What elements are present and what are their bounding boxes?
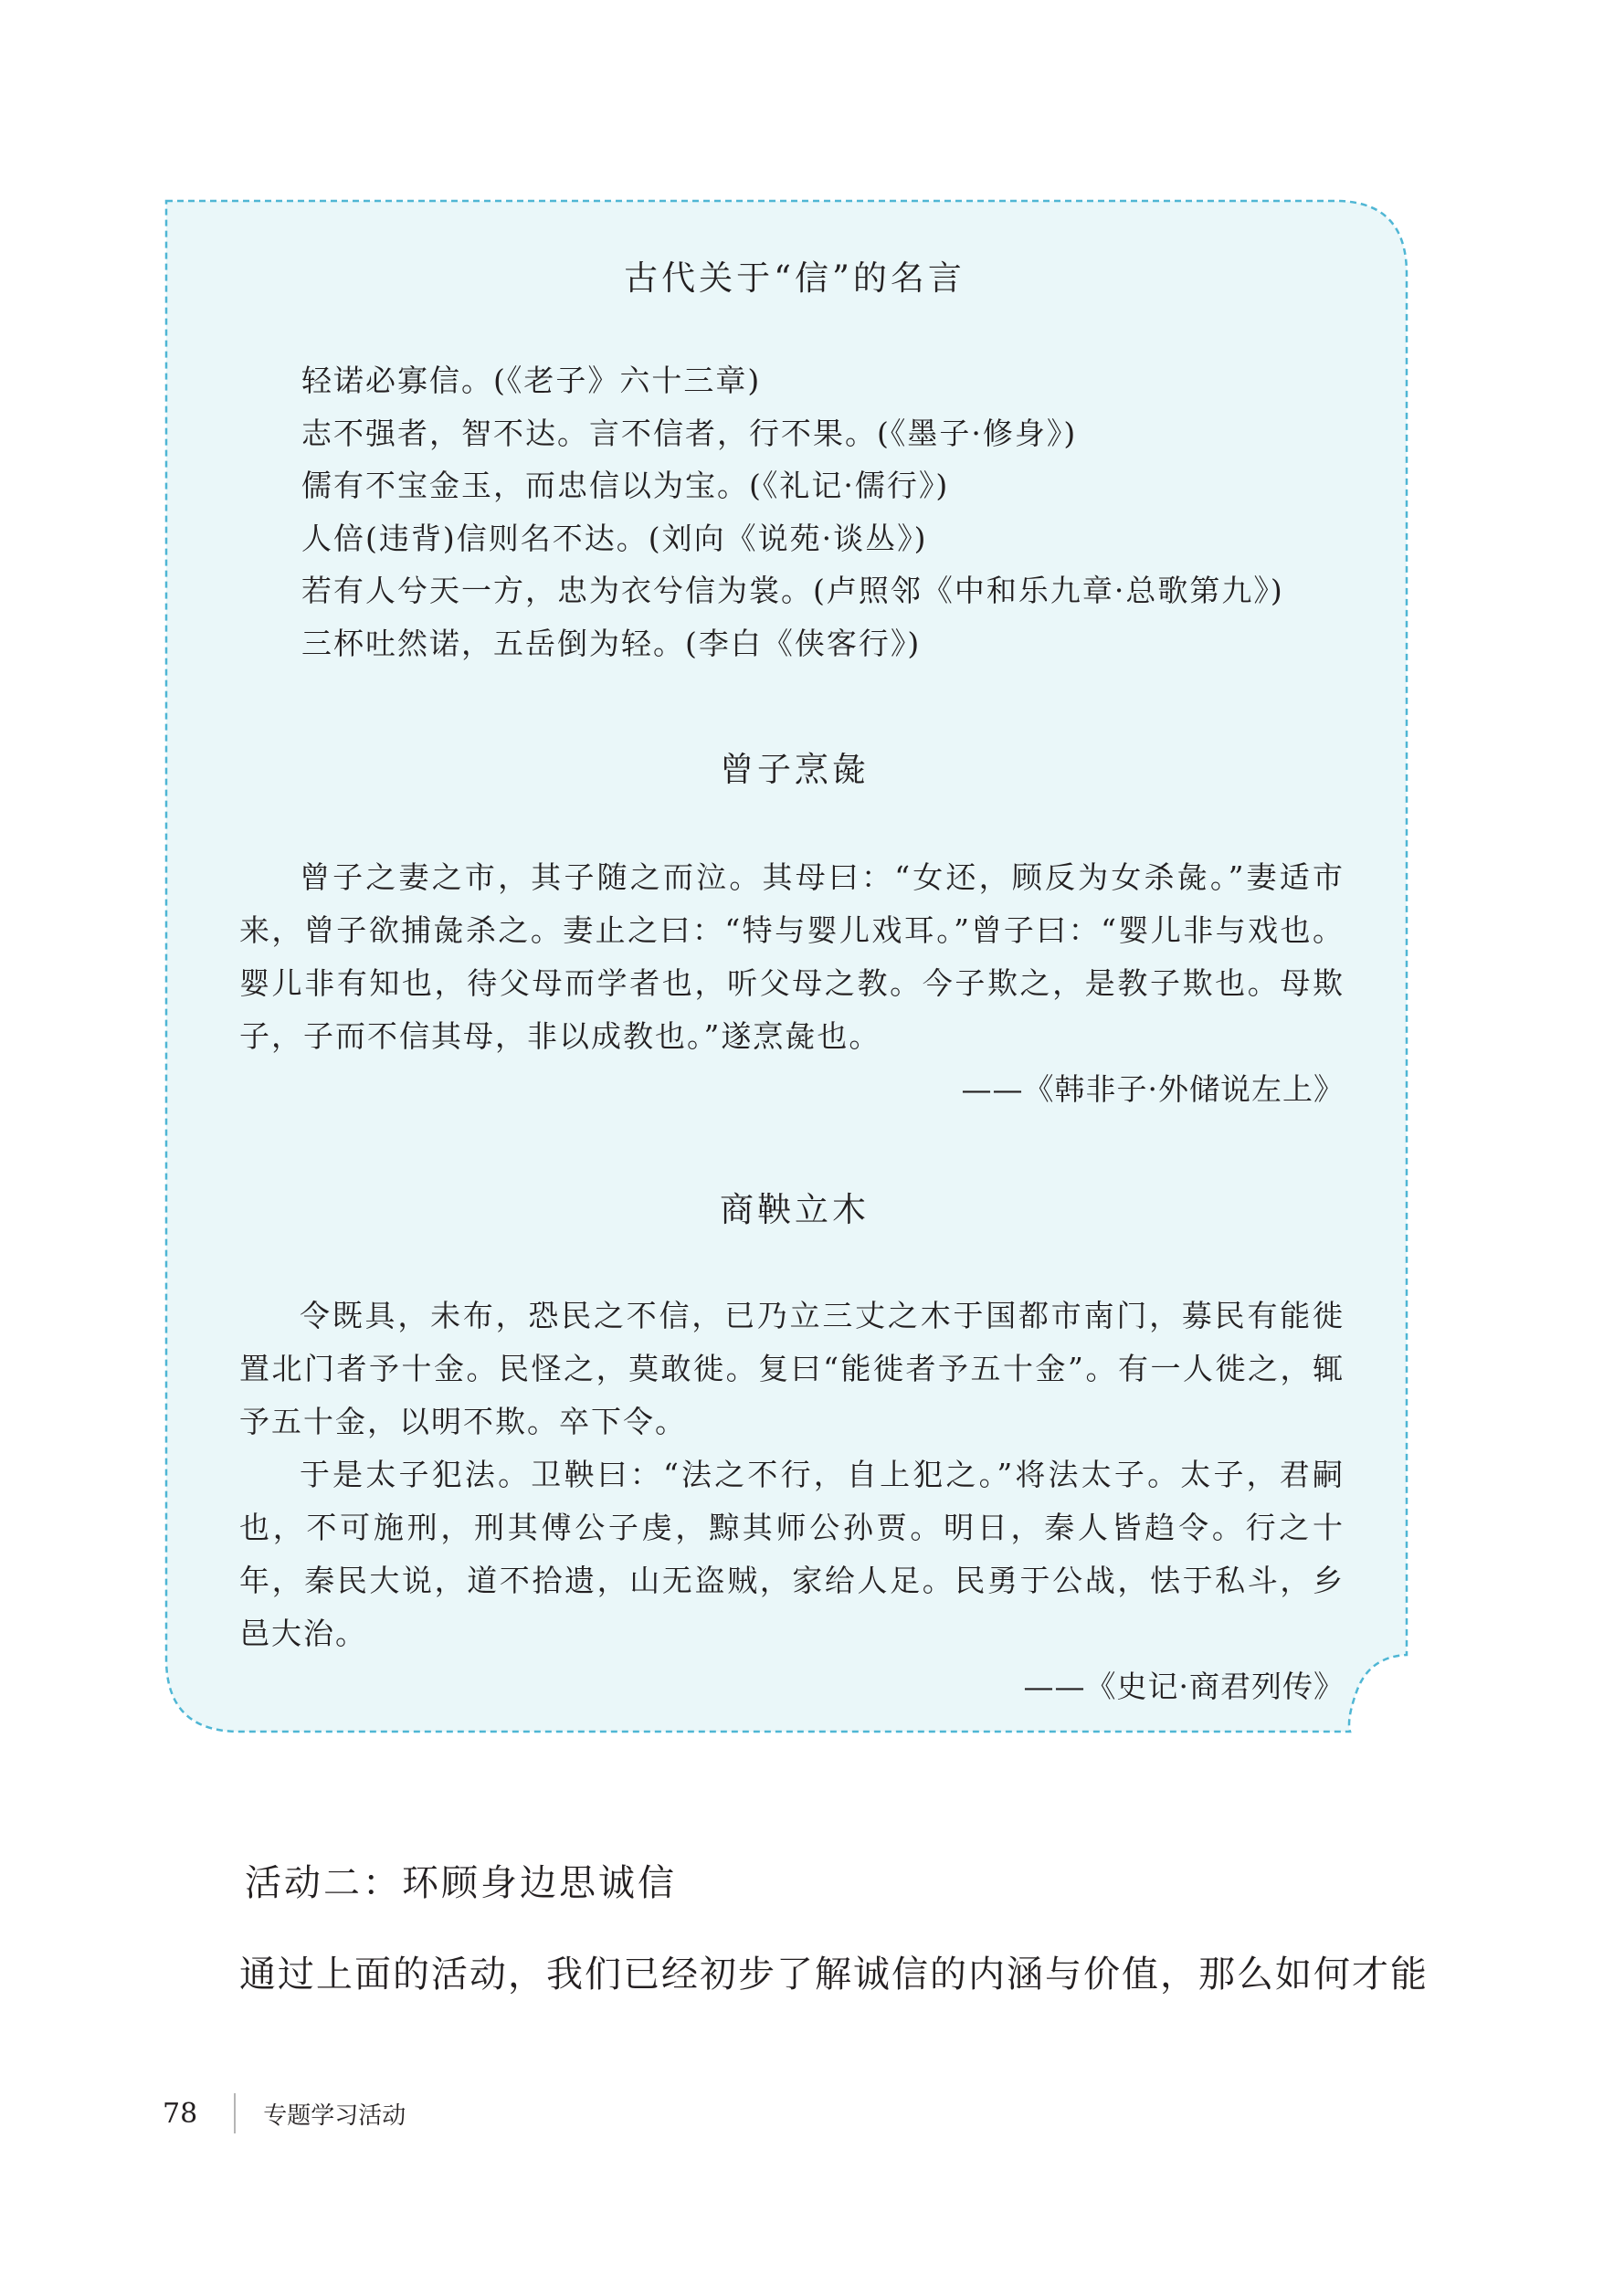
story-source: ——《史记·商君列传》 (1023, 1669, 1345, 1704)
story-shangyang (239, 1290, 1345, 1713)
section-title-zengzi: 曾子烹彘 (720, 750, 870, 789)
footer-divider (234, 2093, 236, 2133)
story-paragraph: 于是太子犯法。卫鞅曰：“法之不行，自上犯之。”将法太子。太子，君嗣也，不可施刑，刑其傅公子虔，黥其师公孙贾。明日，秦人皆趋令。行之十年，秦民大说，道不拾遗，山无盗贼，家给人足。民勇于公战，怯于私斗，乡邑大治。 (239, 1457, 1345, 1651)
saying-line: 儒有不宝金玉，而忠信以为宝。(《礼记·儒行》) (301, 468, 950, 503)
saying-line: 人倍(违背)信则名不达。(刘向《说苑·谈丛》) (301, 520, 928, 556)
story-source: ——《韩非子·外储说左上》 (961, 1071, 1345, 1107)
story-paragraph: 曾子之妻之市，其子随之而泣。其母曰：“女还，顾反为女杀彘。”妻适市来，曾子欲捕彘杀之。妻止之曰：“特与婴儿戏耳。”曾子曰：“婴儿非与戏也。婴儿非有知也，待父母而学者也，听父母之教。今子欺之，是教子欺也。母欺子，子而不信其母，非以成教也。”遂烹彘也。 (239, 859, 1345, 1054)
section-title-shangyang: 商鞅立木 (720, 1190, 870, 1229)
saying-line: 三杯吐然诺，五岳倒为轻。(李白《侠客行》) (301, 625, 922, 661)
saying-line: 轻诺必寡信。(《老子》六十三章) (301, 363, 762, 398)
section-title-sayings: 古代关于“信”的名言 (624, 258, 965, 298)
page-footer (163, 2093, 406, 2133)
page-number: 78 (163, 2097, 198, 2130)
saying-line: 志不强者，智不达。言不信者，行不果。(《墨子·修身》) (301, 415, 1078, 451)
activity-title: 活动二：环顾身边思诚信 (245, 1862, 677, 1904)
saying-line: 若有人兮天一方，忠为衣兮信为裳。(卢照邻《中和乐九章·总歌第九》) (301, 573, 1284, 608)
footer-title: 专题学习活动 (263, 2101, 406, 2130)
body-text: 通过上面的活动，我们已经初步了解诚信的内涵与价值，那么如何才能 (239, 1954, 1429, 1996)
story-paragraph: 令既具，未布，恐民之不信，已乃立三丈之木于国都市南门，募民有能徙置北门者予十金。民怪之，莫敢徙。复曰“能徙者予五十金”。有一人徙之，辄予五十金，以明不欺。卒下令。 (239, 1298, 1345, 1439)
sayings-list (301, 354, 1425, 669)
story-zengzi (239, 851, 1345, 1116)
